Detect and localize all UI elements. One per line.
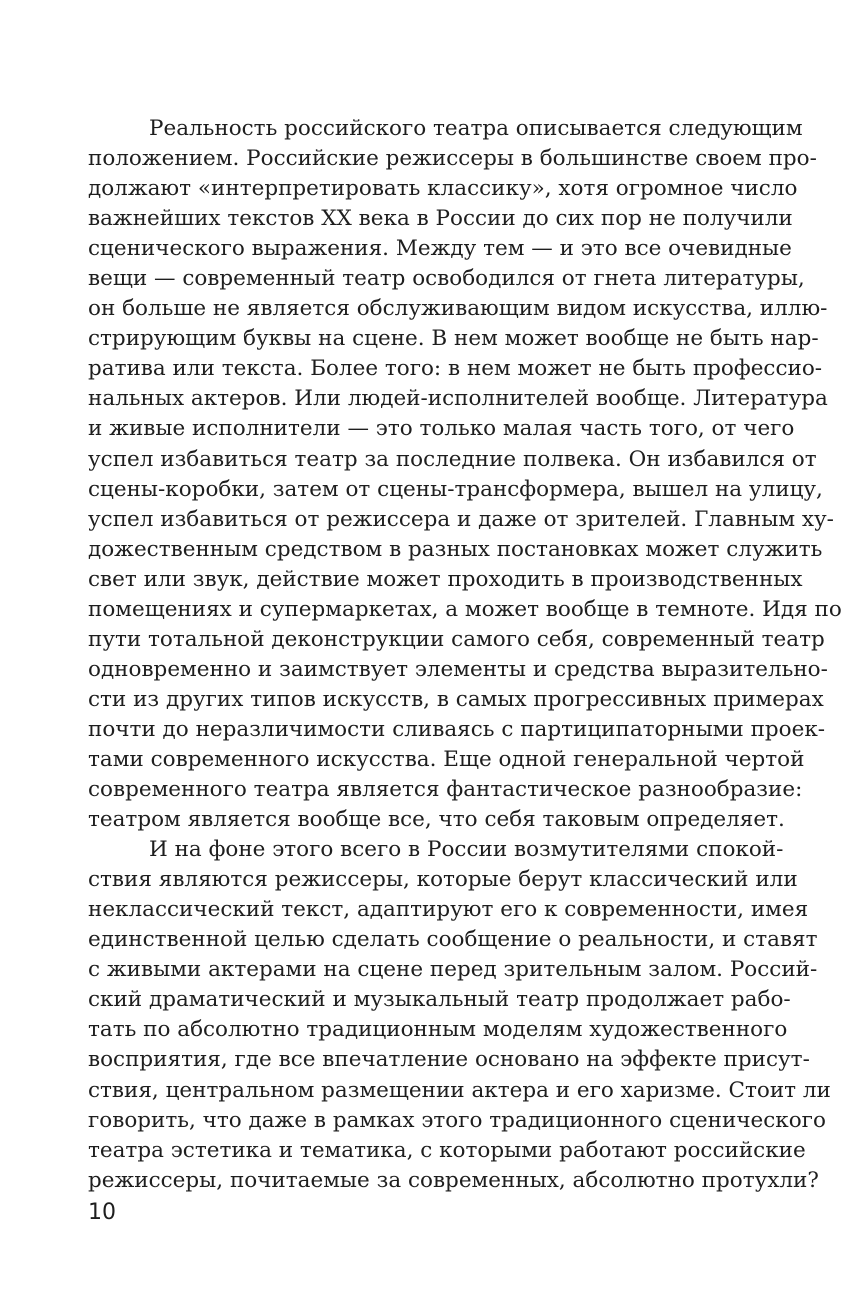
text-line: почти до неразличимости сливаясь с партиципаторными проек- [88,716,826,742]
text-line: восприятия, где все впечатление основано на эффекте присут- [88,1047,810,1073]
text-line: сти из других типов искусств, в самых прогрессивных примерах [88,686,824,712]
text-line: нальных актеров. Или людей-исполнителей вообще. Литература [88,386,828,412]
text-line: и живые исполнители — это только малая часть того, от чего [88,416,795,442]
text-line: сцены-коробки, затем от сцены-трансформера, вышел на улицу, [88,476,823,502]
text-line: режиссеры, почитаемые за современных, абсолютно протухли? [88,1167,819,1193]
text-line: Реальность российского театра описывается следующим [149,116,803,141]
text-line: с живыми актерами на сцене перед зрительным залом. Россий- [88,957,818,983]
text-line: единственной целью сделать сообщение о реальности, и ставят [88,927,818,953]
text-line: стрирующим буквы на сцене. В нем может вообще не быть нар- [88,326,819,352]
text-line: он больше не является обслуживающим видом искусства, иллю- [88,296,828,322]
paragraph-1 [88,114,842,835]
text-line: успел избавиться театр за последние полвека. Он избавился от [88,446,817,472]
text-line: дожественным средством в разных постановках может служить [88,536,823,562]
text-line: И на фоне этого всего в России возмутителями спокой- [149,837,784,863]
text-line: положением. Российские режиссеры в большинстве своем про- [88,146,817,172]
text-line: ский драматический и музыкальный театр продолжает рабо- [88,987,791,1013]
paragraph-2 [88,835,831,1196]
text-line: театра эстетика и тематика, с которыми работают российские [88,1137,806,1163]
text-line: тами современного искусства. Еще одной генеральной чертой [88,746,805,772]
text-line: ствия, центральном размещении актера и его харизме. Стоит ли [88,1077,831,1103]
text-line: говорить, что даже в рамках этого традиционного сценического [88,1107,826,1133]
text-line: пути тотальной деконструкции самого себя, современный театр [88,626,825,652]
page-number: 10 [88,1200,116,1225]
text-line: должают «интерпретировать классику», хотя огромное число [88,176,798,202]
text-line: важнейших текстов XX века в России до сих пор не получили [88,206,793,232]
text-line: помещениях и супермаркетах, а может вообще в темноте. Идя по [88,596,842,622]
text-line: неклассический текст, адаптируют его к современности, имея [88,897,809,923]
text-line: сценического выражения. Между тем — и это все очевидные [88,236,792,262]
text-line: театром является вообще все, что себя таковым определяет. [88,807,785,833]
text-line: современного театра является фантастическое разнообразие: [88,777,803,803]
text-line: свет или звук, действие может проходить в производственных [88,566,803,592]
body-text [88,114,842,1196]
text-line: одновременно и заимствует элементы и средства выразительно- [88,656,828,682]
text-line: успел избавиться от режиссера и даже от зрителей. Главным ху- [88,506,834,532]
text-line: ствия являются режиссеры, которые берут классический или [88,867,798,893]
text-line: ратива или текста. Более того: в нем может не быть профессио- [88,356,823,382]
text-line: тать по абсолютно традиционным моделям художественного [88,1017,788,1043]
text-line: вещи — современный театр освободился от гнета литературы, [88,266,805,292]
